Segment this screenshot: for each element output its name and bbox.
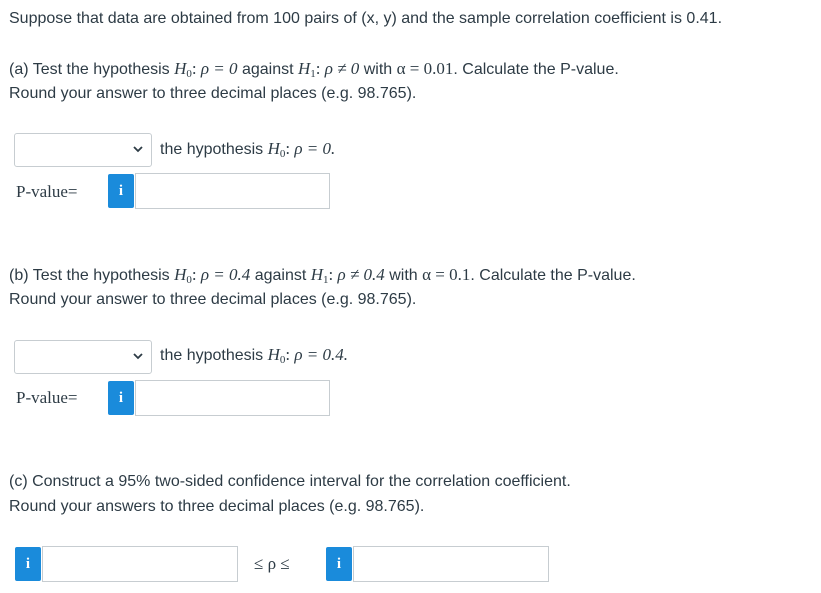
part-b-h1: $H_1$: ρ ≠ 0.4	[310, 265, 385, 286]
part-b-question	[9, 263, 636, 288]
part-a-with: with	[359, 61, 397, 78]
chevron-down-icon	[131, 142, 145, 156]
part-a-select-h0-value: ρ = 0.	[294, 139, 336, 158]
part-a-select-text	[160, 137, 335, 162]
part-c-instruction: Round your answers to three decimal places (e.g. 98.765).	[9, 498, 425, 515]
part-a-pvalue-label: P-value=	[16, 182, 78, 201]
chevron-down-icon	[131, 349, 145, 363]
info-icon[interactable]: i	[108, 381, 134, 415]
part-b-select-suffix: the hypothesis	[160, 347, 268, 364]
part-b-with: with	[384, 267, 423, 284]
part-b-select-text	[160, 343, 348, 368]
part-b-h1-value: ρ ≠ 0.4	[337, 265, 385, 284]
part-c-question: (c) Construct a 95% two-sided confidence interval for the correlation coefficient.	[9, 473, 571, 490]
part-a-alpha: α = 0.01	[396, 59, 454, 78]
part-a-instruction: Round your answer to three decimal places (e.g. 98.765).	[9, 85, 417, 102]
part-b-h0: $H_0$: ρ = 0.4	[174, 265, 251, 286]
part-b-prefix: (b) Test the hypothesis	[9, 267, 175, 284]
part-b-alpha: α = 0.1	[422, 265, 471, 284]
part-a-suffix: . Calculate the P-value.	[453, 61, 619, 78]
ci-lower-input[interactable]	[42, 546, 238, 582]
part-a-h1-value: ρ ≠ 0	[324, 59, 360, 78]
part-a-against: against	[237, 61, 299, 78]
part-a-h0: $H_0$: ρ = 0	[174, 59, 238, 80]
part-b-instruction: Round your answer to three decimal places (e.g. 98.765).	[9, 291, 417, 308]
ci-between-label: ≤ ρ ≤	[254, 554, 290, 573]
part-a-decision-select[interactable]	[14, 133, 152, 167]
part-b-h0-value: ρ = 0.4	[200, 265, 251, 284]
info-icon[interactable]: i	[326, 547, 352, 581]
info-icon[interactable]: i	[15, 547, 41, 581]
part-b-select-h0: $H_0$: ρ = 0.4.	[267, 345, 349, 366]
info-icon[interactable]: i	[108, 174, 134, 208]
part-b-select-h0-value: ρ = 0.4.	[294, 345, 349, 364]
part-a-prefix: (a) Test the hypothesis	[9, 61, 175, 78]
part-b-decision-select[interactable]	[14, 340, 152, 374]
part-a-h0-value: ρ = 0	[200, 59, 238, 78]
part-b-pvalue-label: P-value=	[16, 388, 78, 407]
part-a-select-h0: $H_0$: ρ = 0.	[267, 139, 336, 160]
part-a-select-suffix: the hypothesis	[160, 141, 268, 158]
part-b-suffix: . Calculate the P-value.	[470, 267, 636, 284]
part-b-against: against	[250, 267, 311, 284]
part-b-pvalue-input[interactable]	[135, 380, 330, 416]
ci-upper-input[interactable]	[353, 546, 549, 582]
intro-text-content: Suppose that data are obtained from 100 pairs of (x, y) and the sample correlation coefficient is 0.41.	[9, 10, 723, 27]
part-a-pvalue-input[interactable]	[135, 173, 330, 209]
intro-text	[9, 7, 722, 31]
part-a-h1: $H_1$: ρ ≠ 0	[298, 59, 360, 80]
part-a-question	[9, 57, 619, 82]
